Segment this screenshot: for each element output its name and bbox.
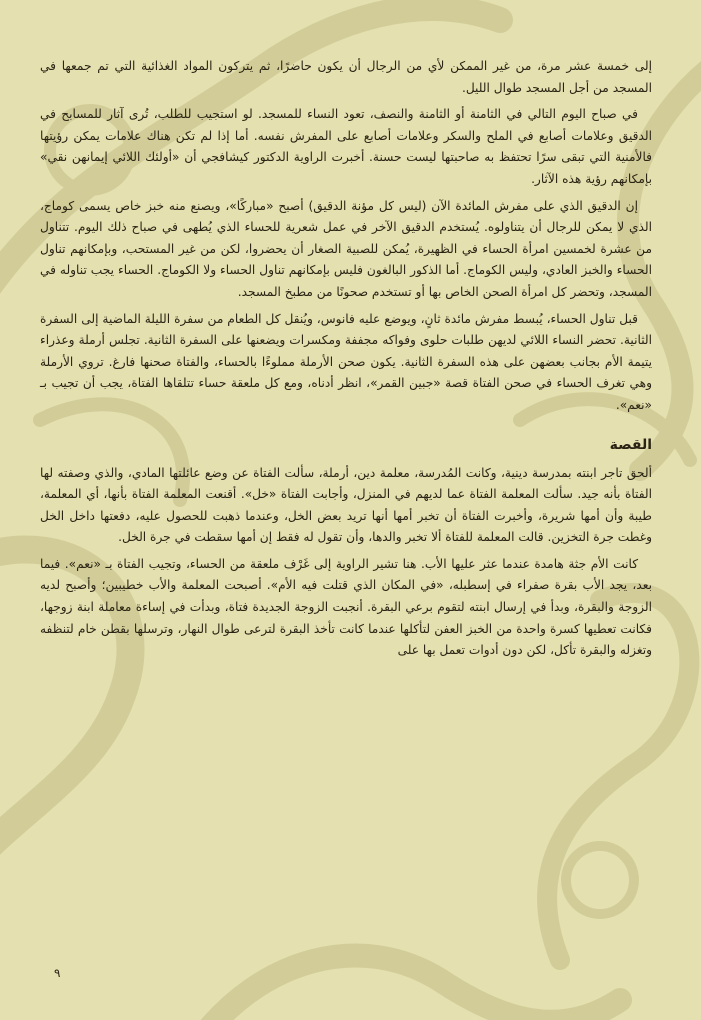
section-heading: القصة xyxy=(609,436,652,453)
paragraph: كانت الأم جثة هامدة عندما عثر عليها الأب. هنا تشير الراوية إلى غَرْف ملعقة من الحساء، وتجيب الفتاة بـ «نعم». فيما بعد، يجد الأب بقرة صفراء في إسطبله، «في المكان الذي قتلت فيه الأم». أصبحت المعلمة والأب خطيبين؛ وأصبح لديه الزوجة والبقرة، وبدأ في إرسال ابنته لتقوم برعي البقرة. أنجبت الزوجة الجديدة فتاة، وبدأت في إساءة معاملة ابنة زوجها، فكانت تعطيها كسرة واحدة من الخبز العفن لتأكلها عندما كانت تأخذ البقرة لترعى طوال النهار، وترسلها بقطن خام لتنظفه وتغزله والبقرة تأكل، لكن دون أدوات تعمل بها على xyxy=(40,556,652,658)
document-body xyxy=(40,56,652,667)
paragraph: ألحق تاجر ابنته بمدرسة دينية، وكانت المُدرسة، معلمة دين، أرملة، سألت الفتاة عن وضع عائلتها المادي، والذي وصفته لها الفتاة بأنه جيد. سألت المعلمة الفتاة عما لديهم في المنزل، وأجابت الفتاة «خل». أقنعت المعلمة الفتاة بأنها، أي المعلمة، طيبة وأن أمها شريرة، وأخبرت الفتاة أن تخبر أمها أنها تريد بعض الخل، وعندما ذهبت للحصول عليه، دفعتها داخل الخل وغطت جرة التخزين. قالت المعلمة للفتاة ألا تخبر والدها، وأن تقول له فقط إن أمها سقطت في جرة الخل. xyxy=(40,465,652,545)
page-number: ٩ xyxy=(54,966,61,980)
paragraph: قبل تناول الحساء، يُبسط مفرش مائدة ثانٍ، ويوضع عليه فانوس، ويُنقل كل الطعام من سفرة الليلة الماضية إلى السفرة الثانية. تحضر النساء اللائي لديهن طلبات حلوى وفواكه مجففة ومكسرات ويضعنها على السفرة الثانية. تجلس أرملة وعذراء يتيمة الأم بجانب بعضهن على هذه السفرة الثانية. يكون صحن الأرملة مملوءًا بالحساء، والفتاة صحنها فارغ. تروي الأرملة وهي تغرف الحساء في صحن الفتاة قصة «جبين القمر»، انظر أدناه، ومع كل ملعقة حساء تتلقاها الفتاة، يجب أن تجيب بـ «نعم». xyxy=(40,311,652,412)
paragraph: إلى خمسة عشر مرة، من غير الممكن لأي من الرجال أن يكون حاضرًا، ثم يتركون المواد الغذائية التي تم جمعها في المسجد من أجل المسجد طوال الليل. xyxy=(40,59,652,95)
paragraph: إن الدقيق الذي على مفرش المائدة الآن (ليس كل مؤنة الدقيق) أصبح «مباركًا»، ويصنع منه خبز خاص يسمى كوماج، الذي لا يمكن للرجال أن يتناولوه. يُستخدم الدقيق الآخر في عمل شعرية للحساء الذي يُطهى في صباح ذلك اليوم. تتناول من عشرة لخمسين امرأة الحساء في الظهيرة، يُمكن للصبية الصغار أن يحضروا، لكن من غير المستحب، وبإمكانهم تناول الحساء والخبز العادي، وليس الكوماج. أما الذكور البالغون فليس بإمكانهم تناول الحساء ولا الكوماج. الحساء يجب تناوله في المسجد، وتحضر كل امرأة الصحن الخاص بها أو تستخدم صحونًا من مطبخ المسجد. xyxy=(40,198,652,299)
paragraph: في صباح اليوم التالي في الثامنة أو الثامنة والنصف، تعود النساء للمسجد. لو استجيب للطلب، تُرى آثار للمسابح في الدقيق وعلامات أصابع في الملح والسكر وعلامات أصابع على المفرش نفسه. أما إذا لم تكن هناك علامات يمكن رؤيتها فالأمنية التي تبقى سرًا تحتفظ به صاحبتها ليست حسنة. أخبرت الراوية الدكتور كيشافجي أن «أولئك اللائي إيمانهن نقي» بإمكانهم رؤية هذه الآثار. xyxy=(40,107,652,186)
